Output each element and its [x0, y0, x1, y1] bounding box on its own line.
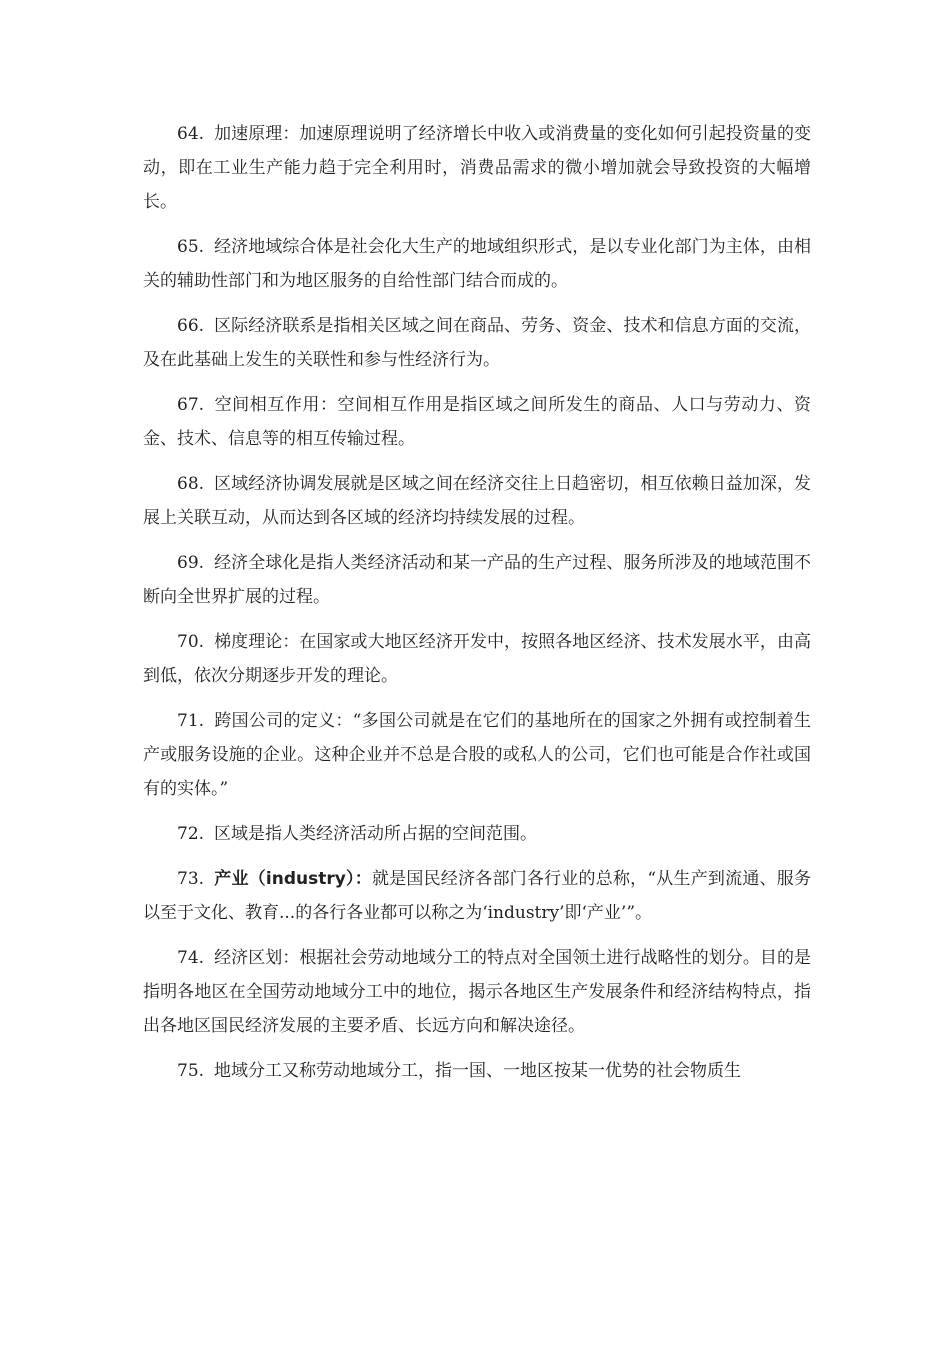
item-term: 产业（industry）： — [214, 869, 372, 889]
item-number: 75. — [177, 1061, 205, 1081]
paragraph-65 — [143, 230, 811, 298]
item-number: 72. — [177, 824, 205, 844]
item-text: 地域分工又称劳动地域分工，指一国、一地区按某一优势的社会物质生 — [214, 1061, 742, 1081]
item-number: 68. — [177, 474, 205, 494]
item-text: 梯度理论：在国家或大地区经济开发中，按照各地区经济、技术发展水平，由高到低，依次分期逐步开发的理论。 — [143, 632, 811, 686]
paragraph-64 — [143, 117, 811, 219]
item-text: 经济全球化是指人类经济活动和某一产品的生产过程、服务所涉及的地域范围不断向全世界扩展的过程。 — [143, 553, 811, 607]
item-number: 69. — [177, 553, 205, 573]
paragraph-72 — [143, 817, 811, 851]
paragraph-71 — [143, 704, 811, 806]
paragraph-74 — [143, 941, 811, 1043]
paragraph-73 — [143, 862, 811, 930]
paragraph-75 — [143, 1054, 811, 1088]
item-number: 74. — [177, 948, 205, 968]
paragraph-66 — [143, 309, 811, 377]
item-text: 空间相互作用：空间相互作用是指区域之间所发生的商品、人口与劳动力、资金、技术、信息等的相互传输过程。 — [143, 395, 811, 449]
item-number: 71. — [177, 711, 205, 731]
item-text: 就是国民经济各部门各行业的总称，“从生产到流通、服务以至于文化、教育...的各行各业都可以称之为‘industry’即‘产业’”。 — [143, 869, 811, 923]
paragraph-67 — [143, 388, 811, 456]
paragraph-70 — [143, 625, 811, 693]
paragraph-69 — [143, 546, 811, 614]
item-text: 经济地域综合体是社会化大生产的地域组织形式，是以专业化部门为主体，由相关的辅助性部门和为地区服务的自给性部门结合而成的。 — [143, 237, 811, 291]
item-text: 跨国公司的定义：“多国公司就是在它们的基地所在的国家之外拥有或控制着生产或服务设施的企业。这种企业并不总是合股的或私人的公司，它们也可能是合作社或国有的实体。” — [143, 711, 811, 799]
item-text: 区域是指人类经济活动所占据的空间范围。 — [214, 824, 538, 844]
item-number: 65. — [177, 237, 205, 257]
item-number: 67. — [177, 395, 205, 415]
item-text: 区域经济协调发展就是区域之间在经济交往上日趋密切，相互依赖日益加深，发展上关联互动，从而达到各区域的经济均持续发展的过程。 — [143, 474, 811, 528]
paragraph-68 — [143, 467, 811, 535]
item-text: 区际经济联系是指相关区域之间在商品、劳务、资金、技术和信息方面的交流，及在此基础上发生的关联性和参与性经济行为。 — [143, 316, 811, 370]
document-body — [143, 117, 811, 1099]
item-number: 70. — [177, 632, 205, 652]
item-number: 66. — [177, 316, 205, 336]
item-text: 加速原理：加速原理说明了经济增长中收入或消费量的变化如何引起投资量的变动，即在工业生产能力趋于完全利用时，消费品需求的微小增加就会导致投资的大幅增长。 — [143, 124, 811, 212]
item-number: 64. — [177, 124, 205, 144]
item-text: 经济区划：根据社会劳动地域分工的特点对全国领土进行战略性的划分。目的是指明各地区在全国劳动地域分工中的地位，揭示各地区生产发展条件和经济结构特点，指出各地区国民经济发展的主要矛盾、长远方向和解决途径。 — [143, 948, 811, 1036]
item-number: 73. — [177, 869, 205, 889]
